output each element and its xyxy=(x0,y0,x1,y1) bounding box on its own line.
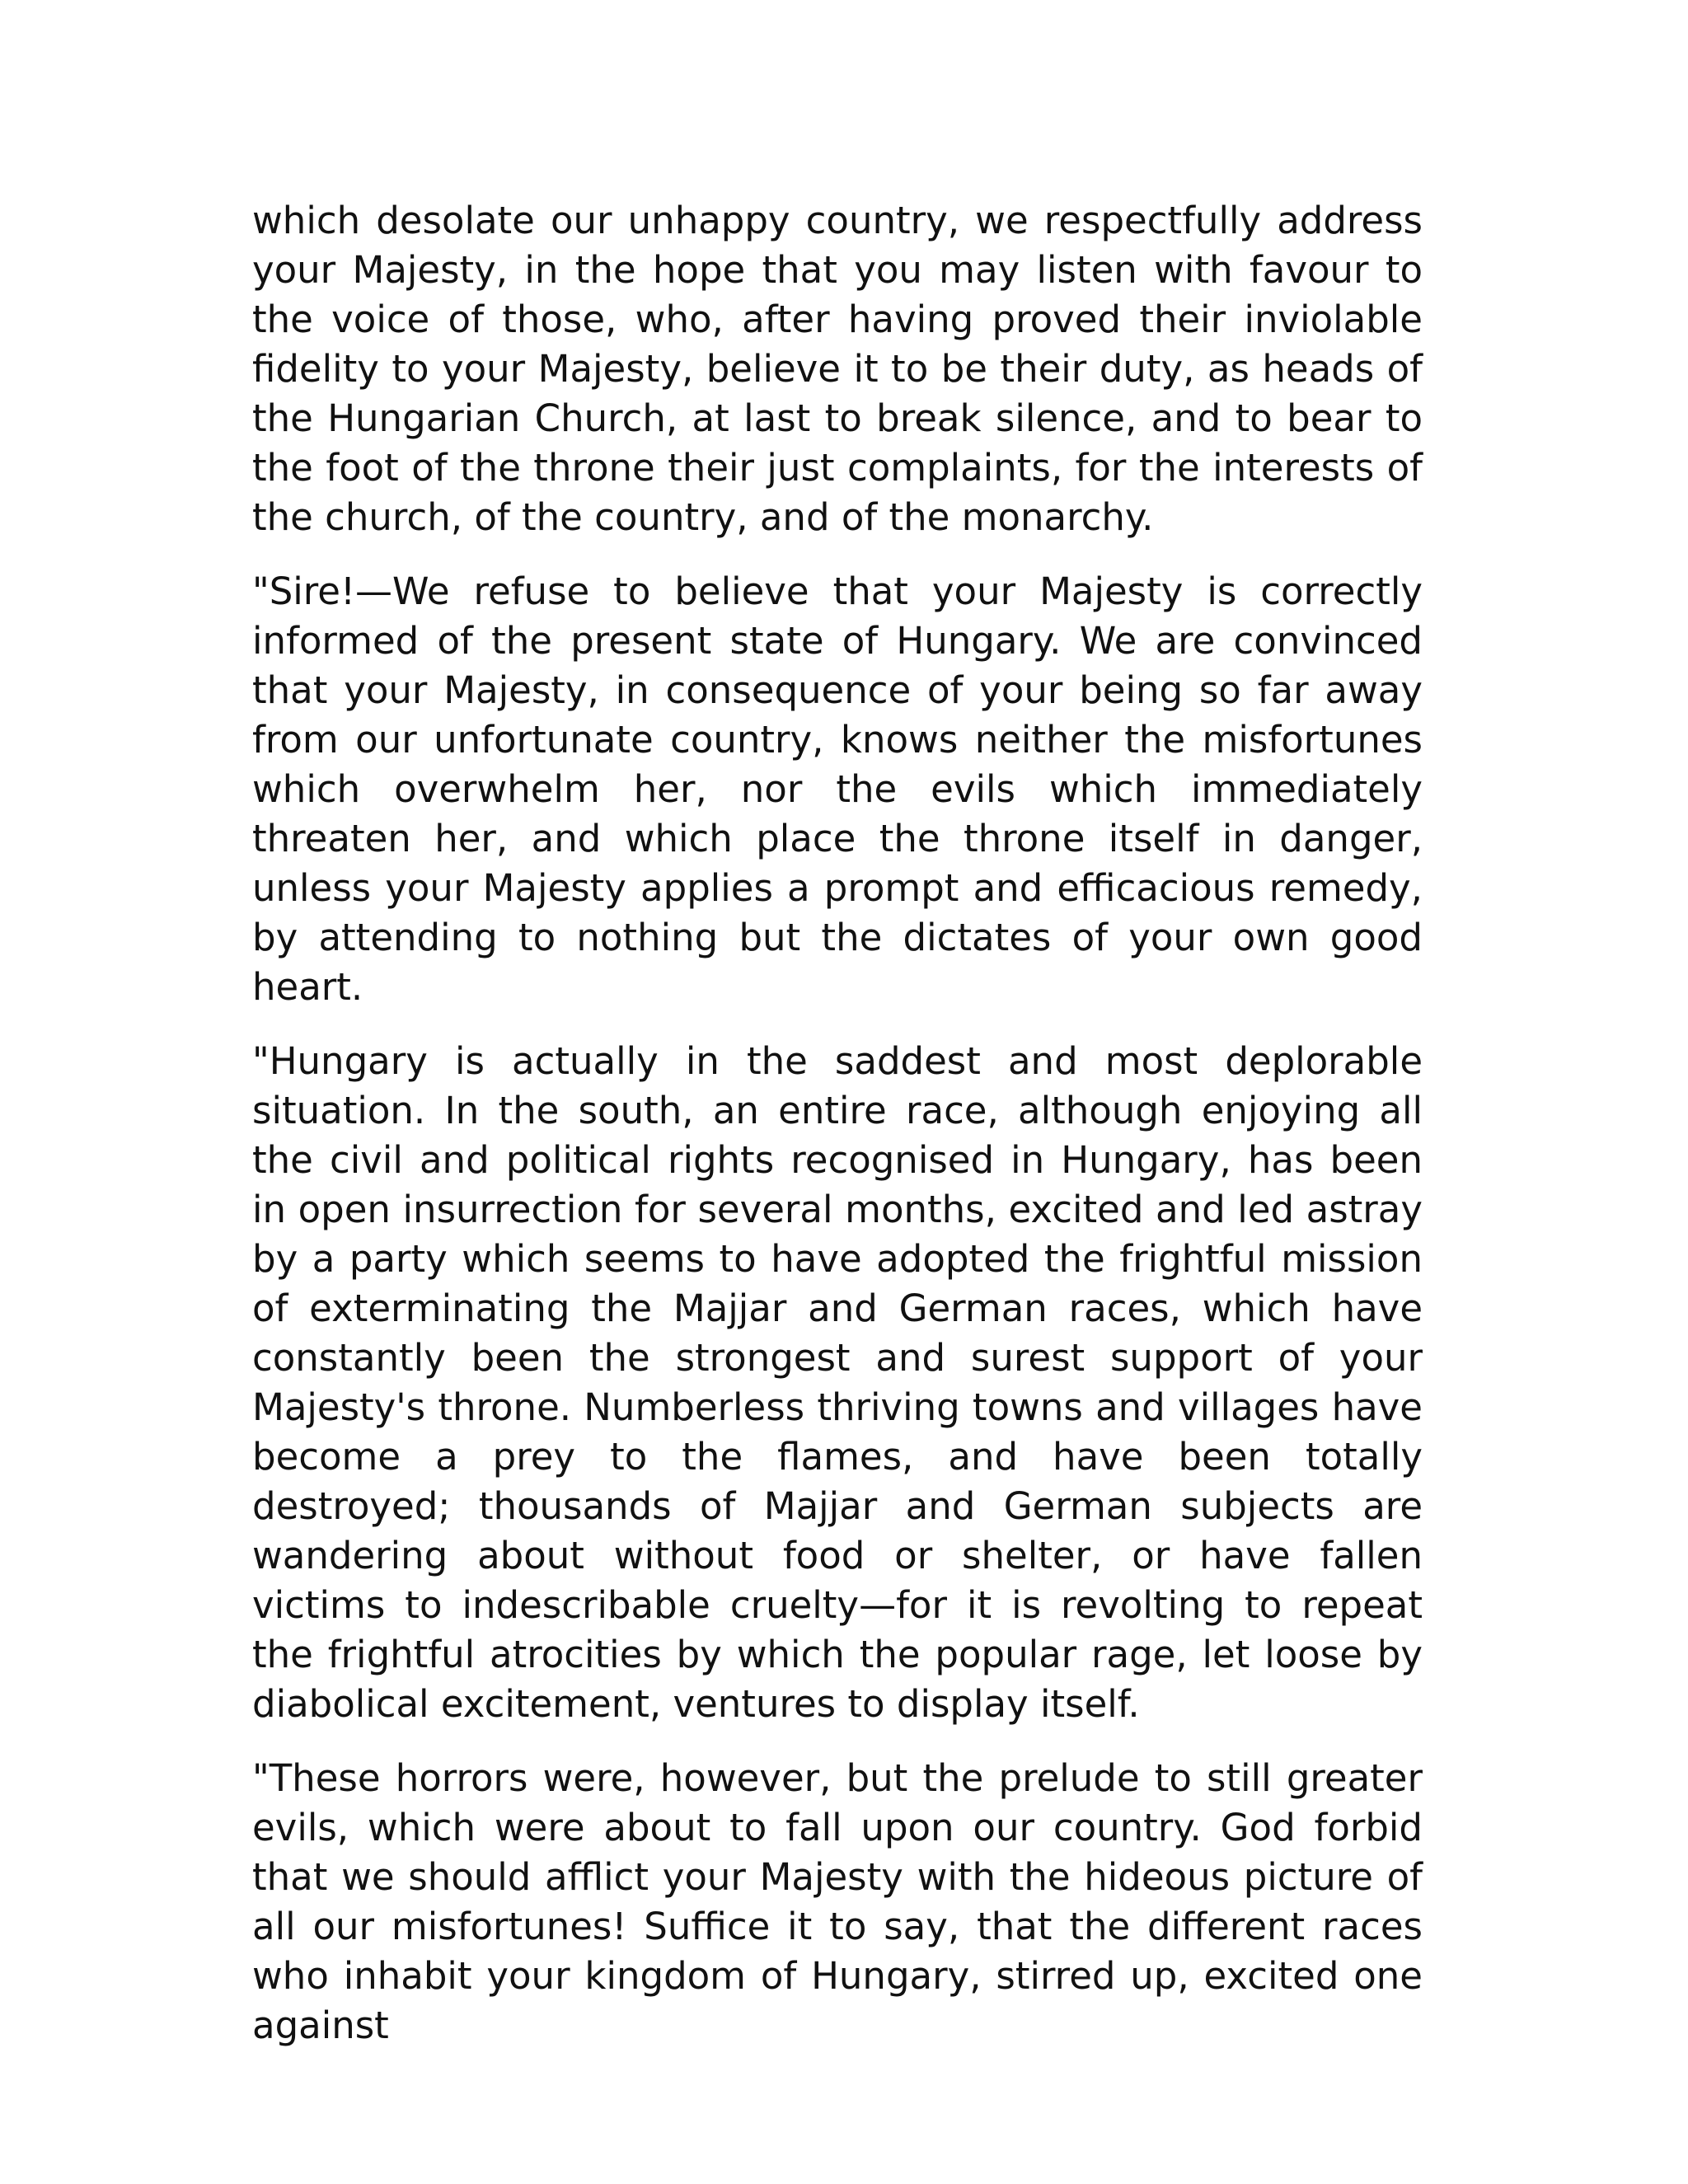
body-text xyxy=(252,196,1423,2075)
paragraph-3: "Hungary is actually in the saddest and most deplorable situation. In the south, an entire race, although enjoying all the civil and political rights recognised in Hungary, has been in open insurrection for several months, excited and led astray by a party which seems to have adopted the frightful mission of exterminating the Majjar and German races, which have constantly been the strongest and surest support of your Majesty's throne. Numberless thriving towns and villages have become a prey to the flames, and have been totally destroyed; thousands of Majjar and German subjects are wandering about without food or shelter, or have fallen victims to indescribable cruelty—for it is revolting to repeat the frightful atrocities by which the popular rage, let loose by diabolical excitement, ventures to display itself. xyxy=(252,1039,1423,1726)
paragraph-2: "Sire!—We refuse to believe that your Majesty is correctly informed of the present state of Hungary. We are convinced that your Majesty, in consequence of your being so far away from our unfortunate country, knows neither the misfortunes which overwhelm her, nor the evils which immediately threaten her, and which place the throne itself in danger, unless your Majesty applies a prompt and efficacious remedy, by attending to nothing but the dictates of your own good heart. xyxy=(252,569,1423,1009)
paragraph-1: which desolate our unhappy country, we respectfully address your Majesty, in the hope that you may listen with favour to the voice of those, who, after having proved their inviolable fidelity to your Majesty, believe it to be their duty, as heads of the Hungarian Church, at last to break silence, and to bear to the foot of the throne their just complaints, for the interests of the church, of the country, and of the monarchy. xyxy=(252,199,1423,539)
paragraph-4: "These horrors were, however, but the prelude to still greater evils, which were about to fall upon our country. God forbid that we should afflict your Majesty with the hideous picture of all our misfortunes! Suffice it to say, that the different races who inhabit your kingdom of Hungary, stirred up, excited one against xyxy=(252,1756,1423,2047)
